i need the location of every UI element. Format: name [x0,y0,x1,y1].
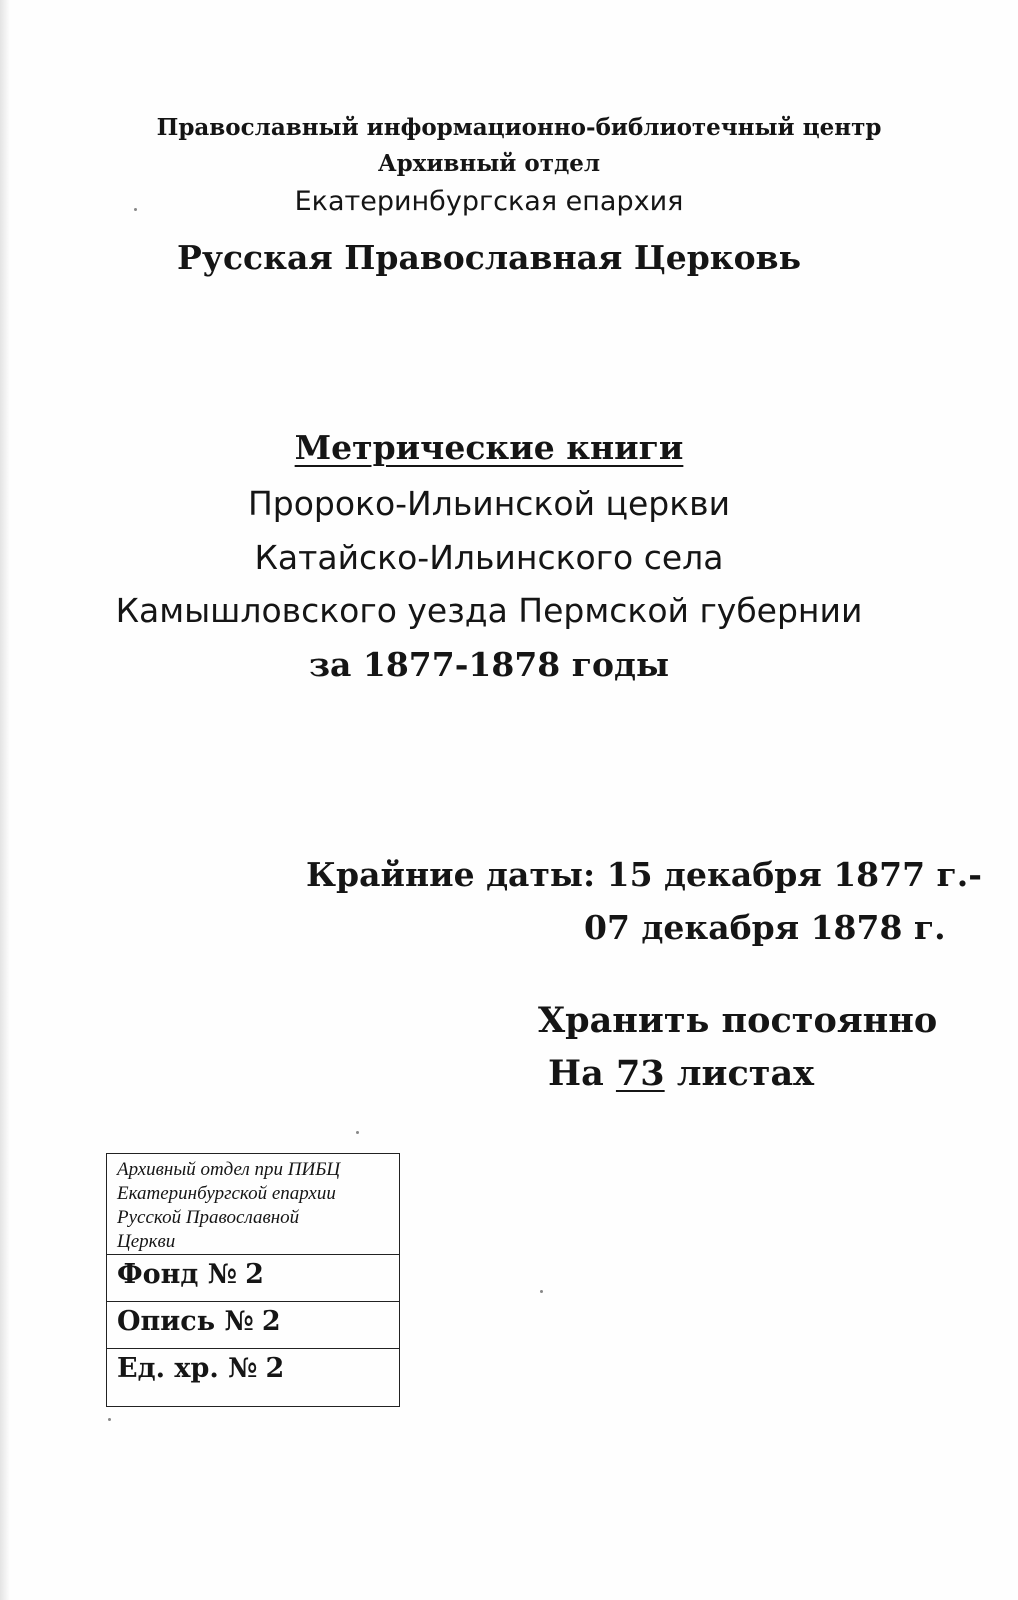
stamp-row-value: 2 [261,1306,281,1337]
document-title: Метрические книги [294,428,684,467]
subtitle-village: Катайско-Ильинского села [254,538,724,577]
header-diocese: Екатеринбургская епархия [294,186,684,217]
stamp-row-label: Фонд № [117,1259,238,1290]
stamp-header-line: Русской Православной [117,1207,300,1228]
stamp-row-opis [107,1302,399,1349]
stamp-row-label: Опись № [117,1306,254,1337]
header-church: Русская Православная Церковь [177,238,801,277]
subtitle-district: Камышловского уезда Пермской губернии [115,591,863,630]
stamp-row-storage-unit [107,1349,399,1396]
paper-speck [540,1290,543,1293]
sheet-count [548,1053,814,1094]
header-department: Архивный отдел [377,150,601,177]
sheet-count-suffix: листах [676,1053,815,1094]
stamp-row-fond [107,1255,399,1302]
stamp-row-value: 2 [265,1353,285,1384]
subtitle-years: за 1877-1878 годы [308,645,670,684]
date-range-start: Крайние даты: 15 декабря 1877 г.- [306,855,982,894]
stamp-header-line: Архивный отдел при ПИБЦ [117,1159,341,1180]
sheet-count-prefix: На [548,1053,604,1094]
stamp-header-line: Екатеринбургской епархии [117,1183,336,1204]
stamp-row-value: 2 [245,1259,264,1290]
sheet-count-number: 73 [615,1053,665,1094]
paper-speck [356,1131,359,1134]
header-organization: Православный информационно-библиотечный центр [156,114,882,141]
date-range-end: 07 декабря 1878 г. [584,908,946,947]
paper-speck [108,1418,111,1421]
stamp-row-label: Ед. хр. № [117,1353,258,1384]
archive-stamp [106,1153,400,1407]
stamp-header [107,1154,399,1255]
stamp-header-line: Церкви [117,1231,176,1252]
paper-speck [134,208,137,211]
storage-term: Хранить постоянно [538,1000,938,1041]
subtitle-church: Пророко-Ильинской церкви [247,484,731,523]
